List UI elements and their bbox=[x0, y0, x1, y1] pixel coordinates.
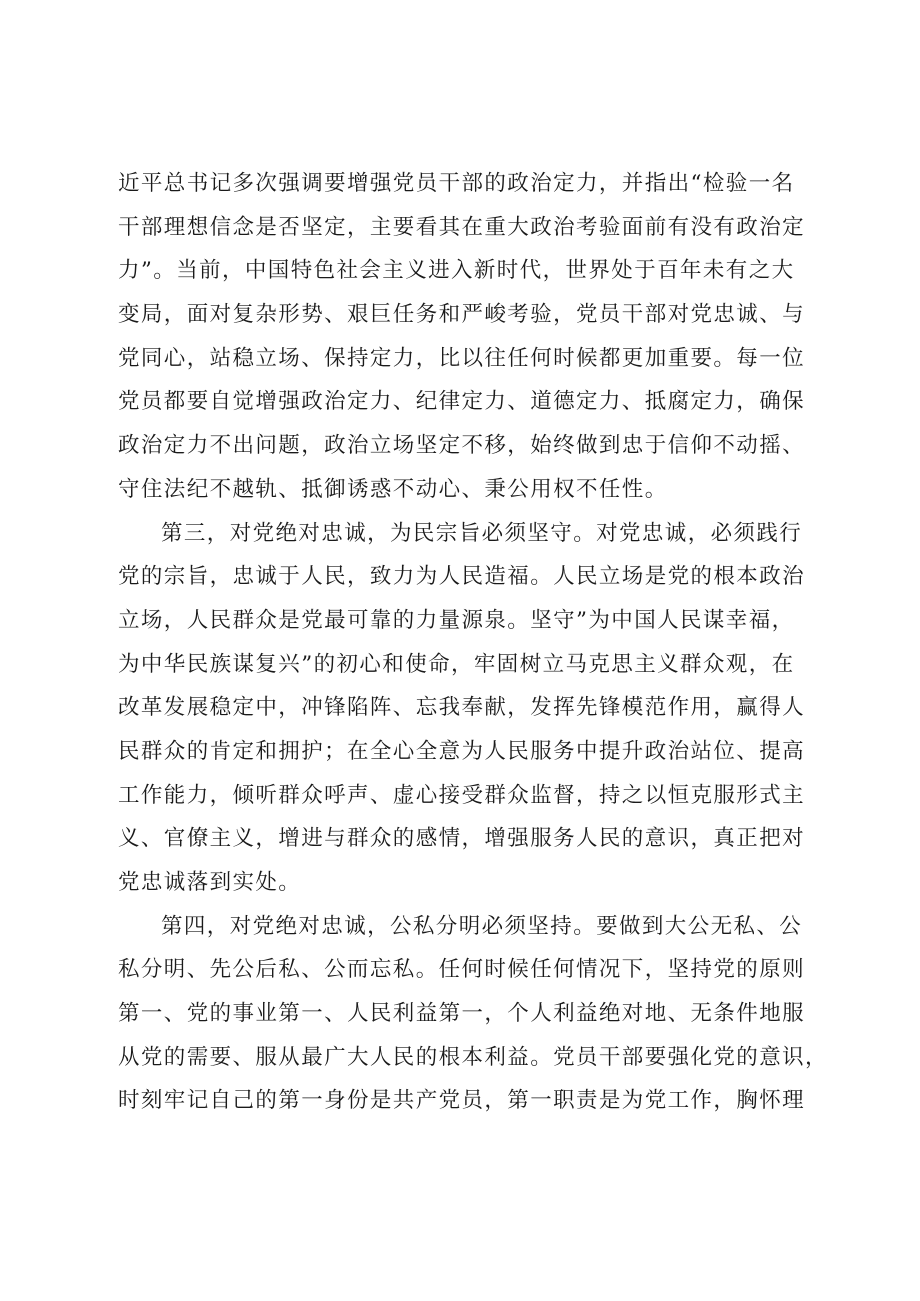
text-line: 民群众的肯定和拥护；在全心全意为人民服务中提升政治站位、提高 bbox=[118, 738, 806, 764]
document-body bbox=[118, 162, 828, 1123]
paragraph bbox=[118, 905, 828, 1123]
text-line: 政治定力不出问题，政治立场坚定不移，始终做到忠于信仰不动摇、 bbox=[118, 433, 806, 459]
text-line: 第四，对党绝对忠诚，公私分明必须坚持。要做到大公无私、公 bbox=[161, 913, 803, 939]
text-line: 党的宗旨，忠诚于人民，致力为人民造福。人民立场是党的根本政治 bbox=[118, 564, 806, 590]
text-line: 党员都要自觉增强政治定力、纪律定力、道德定力、抵腐定力，确保 bbox=[118, 389, 806, 415]
text-line: 力”。当前，中国特色社会主义进入新时代，世界处于百年未有之大 bbox=[118, 258, 795, 284]
text-line: 近平总书记多次强调要增强党员干部的政治定力，并指出“检验一名 bbox=[118, 171, 795, 196]
text-line: 改革发展稳定中，冲锋陷阵、忘我奉献，发挥先锋模范作用，赢得人 bbox=[118, 695, 806, 721]
text-line: 工作能力，倾听群众呼声、虚心接受群众监督，持之以恒克服形式主 bbox=[118, 782, 806, 808]
text-line: 党忠诚落到实处。 bbox=[118, 870, 302, 895]
text-line: 第三，对党绝对忠诚，为民宗旨必须坚守。对党忠诚，必须践行 bbox=[161, 520, 803, 546]
text-line: 变局，面对复杂形势、艰巨任务和严峻考验，党员干部对党忠诚、与 bbox=[118, 302, 806, 328]
text-line: 从党的需要、服从最广大人民的根本利益。党员干部要强化党的意识， bbox=[118, 1044, 828, 1070]
text-line: 立场，人民群众是党最可靠的力量源泉。坚守”为中国人民谋幸福， bbox=[118, 607, 795, 633]
text-line: 守住法纪不越轨、抵御诱惑不动心、秉公用权不任性。 bbox=[118, 476, 668, 502]
paragraph bbox=[118, 162, 818, 512]
text-line: 党同心，站稳立场、保持定力，比以往任何时候都更加重要。每一位 bbox=[118, 345, 806, 371]
text-line: 第一、党的事业第一、人民利益第一，个人利益绝对地、无条件地服 bbox=[118, 1001, 806, 1027]
text-line: 为中华民族谋复兴”的初心和使命，牢固树立马克思主义群众观，在 bbox=[118, 651, 795, 677]
paragraph bbox=[118, 512, 818, 905]
text-line: 私分明、先公后私、公而忘私。任何时候任何情况下，坚持党的原则 bbox=[118, 957, 806, 983]
text-line: 时刻牢记自己的第一身份是共产党员，第一职责是为党工作，胸怀理 bbox=[118, 1088, 806, 1114]
text-line: 义、官僚主义，增进与群众的感情，增强服务人民的意识，真正把对 bbox=[118, 826, 806, 852]
text-line: 干部理想信念是否坚定，主要看其在重大政治考验面前有没有政治定 bbox=[118, 214, 806, 240]
